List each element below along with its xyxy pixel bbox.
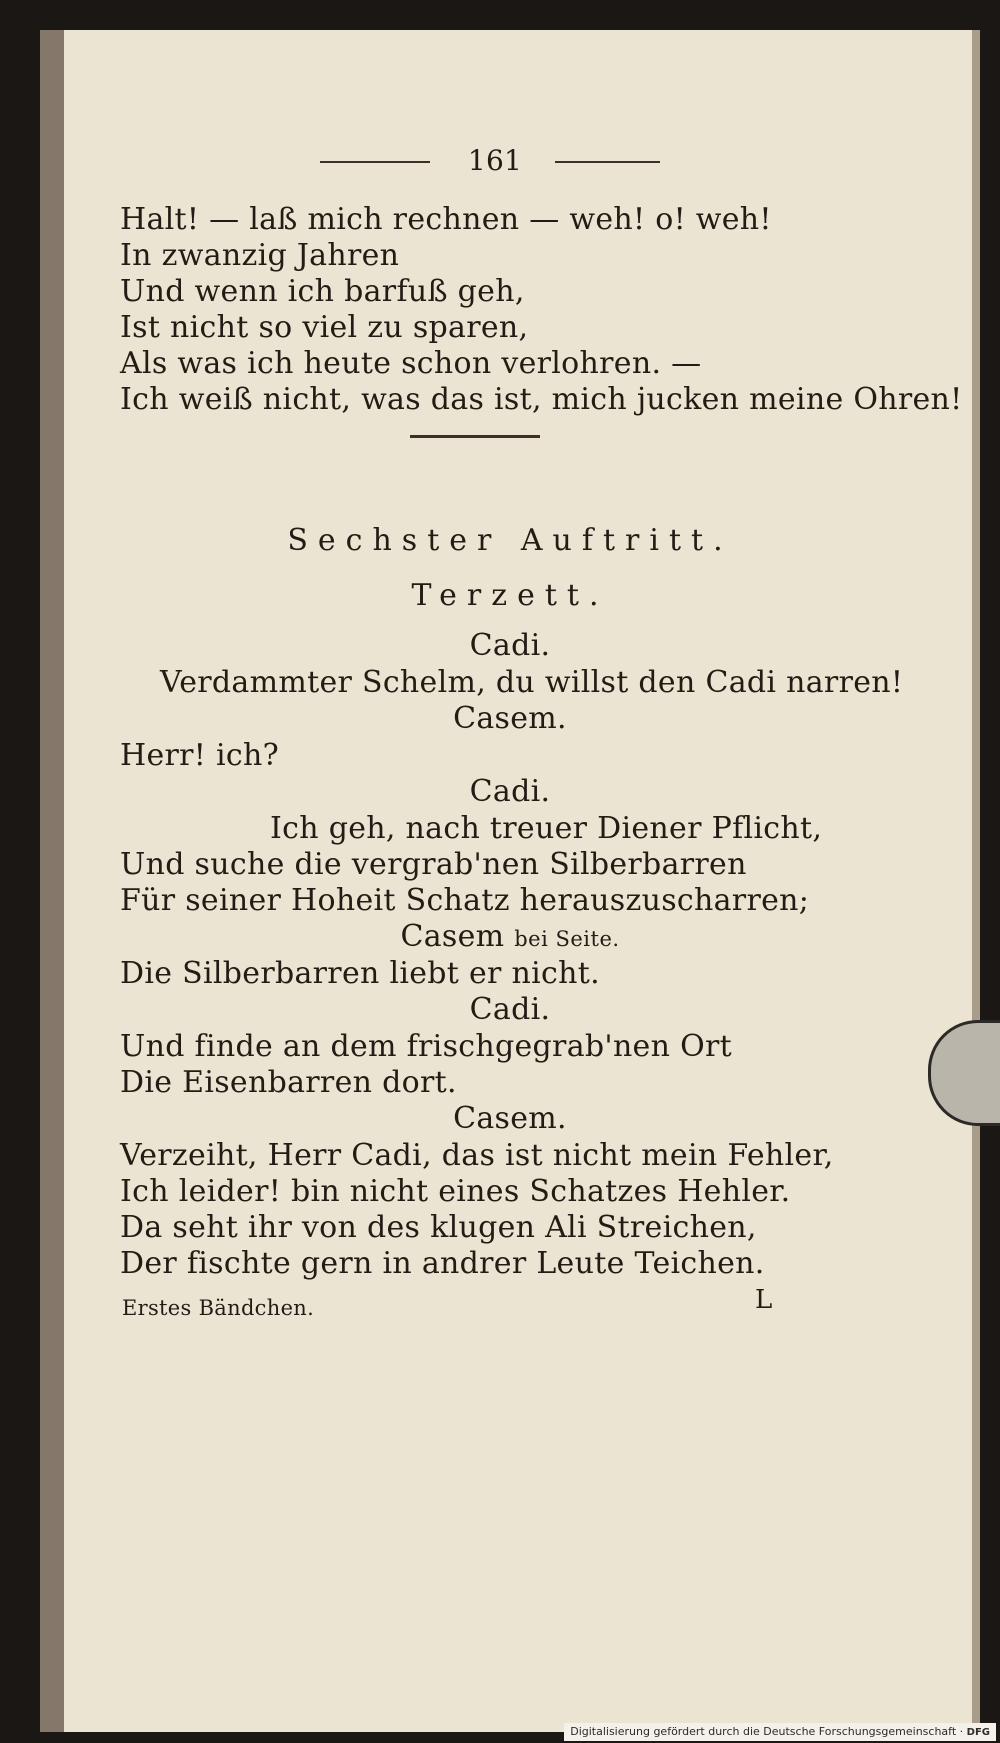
dialogue-line: Die Eisenbarren dort. [120,1065,457,1100]
verse-line: Ist nicht so viel zu sparen, [120,310,529,345]
dialogue-line: Die Silberbarren liebt er nicht. [120,956,600,991]
dialogue-line: Für seiner Hoheit Schatz herauszuscharren; [120,883,810,918]
signature-mark: L [755,1285,773,1315]
dialogue-line: Und suche die vergrab'nen Silberbarren [120,847,747,882]
speaker-label: Casem. [453,701,567,736]
page-edge [972,30,980,1732]
speaker-label-aside [40,919,980,957]
dfg-logo: DFG [966,1727,990,1738]
dialogue-line: Verzeiht, Herr Cadi, das ist nicht mein Fehler, [120,1138,834,1173]
binding-shadow [40,30,64,1732]
verse-line: Halt! — laß mich rechnen — weh! o! weh! [120,202,772,237]
dialogue-line: Und finde an dem frischgegrab'nen Ort [120,1029,732,1064]
verse-line: Ich weiß nicht, was das ist, mich jucken meine Ohren! [120,382,963,417]
page-number: 161 [467,144,523,177]
dialogue-line: Herr! ich? [120,738,279,773]
speaker-label: Cadi. [469,628,551,663]
header-rule-left [320,161,430,163]
speaker-label: Cadi. [469,992,551,1027]
header-rule-right [555,161,660,163]
speaker-label: Casem. [453,1101,567,1136]
speaker-label: Cadi. [469,774,551,809]
dialogue-line: Verdammter Schelm, du willst den Cadi narren! [160,665,904,700]
section-divider [410,435,540,438]
dialogue-line: Ich geh, nach treuer Diener Pflicht, [270,811,823,846]
verse-line: In zwanzig Jahren [120,238,400,273]
volume-footer: Erstes Bändchen. [122,1296,315,1320]
verse-line: Als was ich heute schon verlohren. — [120,346,702,381]
scene-heading: Sechster Auftritt. [287,523,733,558]
credit-text: Digitalisierung gefördert durch die Deutsche Forschungsgemeinschaft [570,1725,957,1738]
dialogue-line: Da seht ihr von des klugen Ali Streichen, [120,1210,757,1245]
section-subheading: Terzett. [411,578,609,613]
dialogue-line: Der fischte gern in andrer Leute Teichen. [120,1246,765,1281]
dialogue-line: Ich leider! bin nicht eines Schatzes Hehler. [120,1174,791,1209]
book-page [40,30,980,1732]
speaker-name: Casem [400,919,505,954]
stage-direction: bei Seite. [514,927,620,951]
verse-line: Und wenn ich barfuß geh, [120,274,525,309]
digitization-credit: Digitalisierung gefördert durch die Deutsche Forschungsgemeinschaft · DFG [564,1723,996,1741]
